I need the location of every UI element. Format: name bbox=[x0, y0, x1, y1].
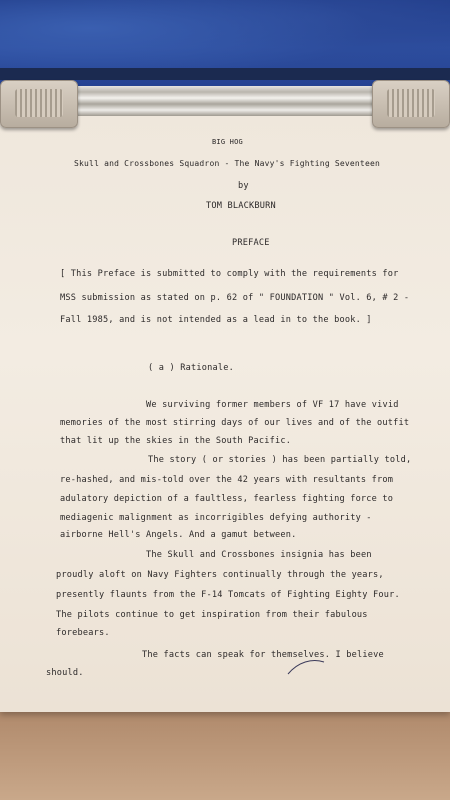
paragraph-line: proudly aloft on Navy Fighters continually through the years, bbox=[56, 570, 384, 580]
paragraph-line: The Skull and Crossbones insignia has been bbox=[146, 550, 372, 560]
paragraph-line: should. bbox=[46, 668, 84, 678]
note-line-2: MSS submission as stated on p. 62 of " FOUNDATION " Vol. 6, # 2 - bbox=[60, 293, 410, 303]
paragraph-line: re-hashed, and mis-told over the 42 years with resultants from bbox=[60, 475, 394, 485]
author: TOM BLACKBURN bbox=[206, 201, 276, 211]
paragraph-line: that lit up the skies in the South Pacific. bbox=[60, 436, 292, 446]
subtitle: Skull and Crossbones Squadron - The Navy's Fighting Seventeen bbox=[74, 159, 381, 168]
paragraph-line: The pilots continue to get inspiration from their fabulous bbox=[56, 610, 368, 620]
binder-bar bbox=[60, 86, 390, 116]
table-surface bbox=[0, 712, 450, 800]
section-label: ( a ) Rationale. bbox=[148, 363, 234, 373]
typed-page bbox=[0, 112, 450, 712]
note-line-3: Fall 1985, and is not intended as a lead in to the book. ] bbox=[60, 315, 372, 325]
paragraph-line: adulatory depiction of a faultless, fearless fighting force to bbox=[60, 494, 394, 504]
binder-clip-left bbox=[0, 80, 78, 128]
paragraph-line: presently flaunts from the F-14 Tomcats of Fighting Eighty Four. bbox=[56, 590, 400, 600]
note-line-1: [ This Preface is submitted to comply with the requirements for bbox=[60, 269, 399, 279]
page-title: PREFACE bbox=[232, 238, 270, 248]
paragraph-line: mediagenic malignment as incorrigibles defying authority - bbox=[60, 513, 372, 523]
paragraph-line: airborne Hell's Angels. And a gamut between. bbox=[60, 530, 297, 540]
paragraph-line: The facts can speak for themselves. I believe bbox=[142, 650, 384, 660]
paragraph-line: The story ( or stories ) has been partially told, bbox=[148, 455, 412, 465]
cover-edge bbox=[0, 68, 450, 80]
paragraph-line: We surviving former members of VF 17 have vivid bbox=[146, 400, 399, 410]
paragraph-line: memories of the most stirring days of our lives and of the outfit bbox=[60, 418, 410, 428]
by-line: by bbox=[238, 181, 249, 191]
paragraph-line: forebears. bbox=[56, 628, 110, 638]
pen-mark bbox=[284, 652, 344, 682]
binder-clip-right bbox=[372, 80, 450, 128]
running-title: BIG HOG bbox=[212, 138, 243, 146]
